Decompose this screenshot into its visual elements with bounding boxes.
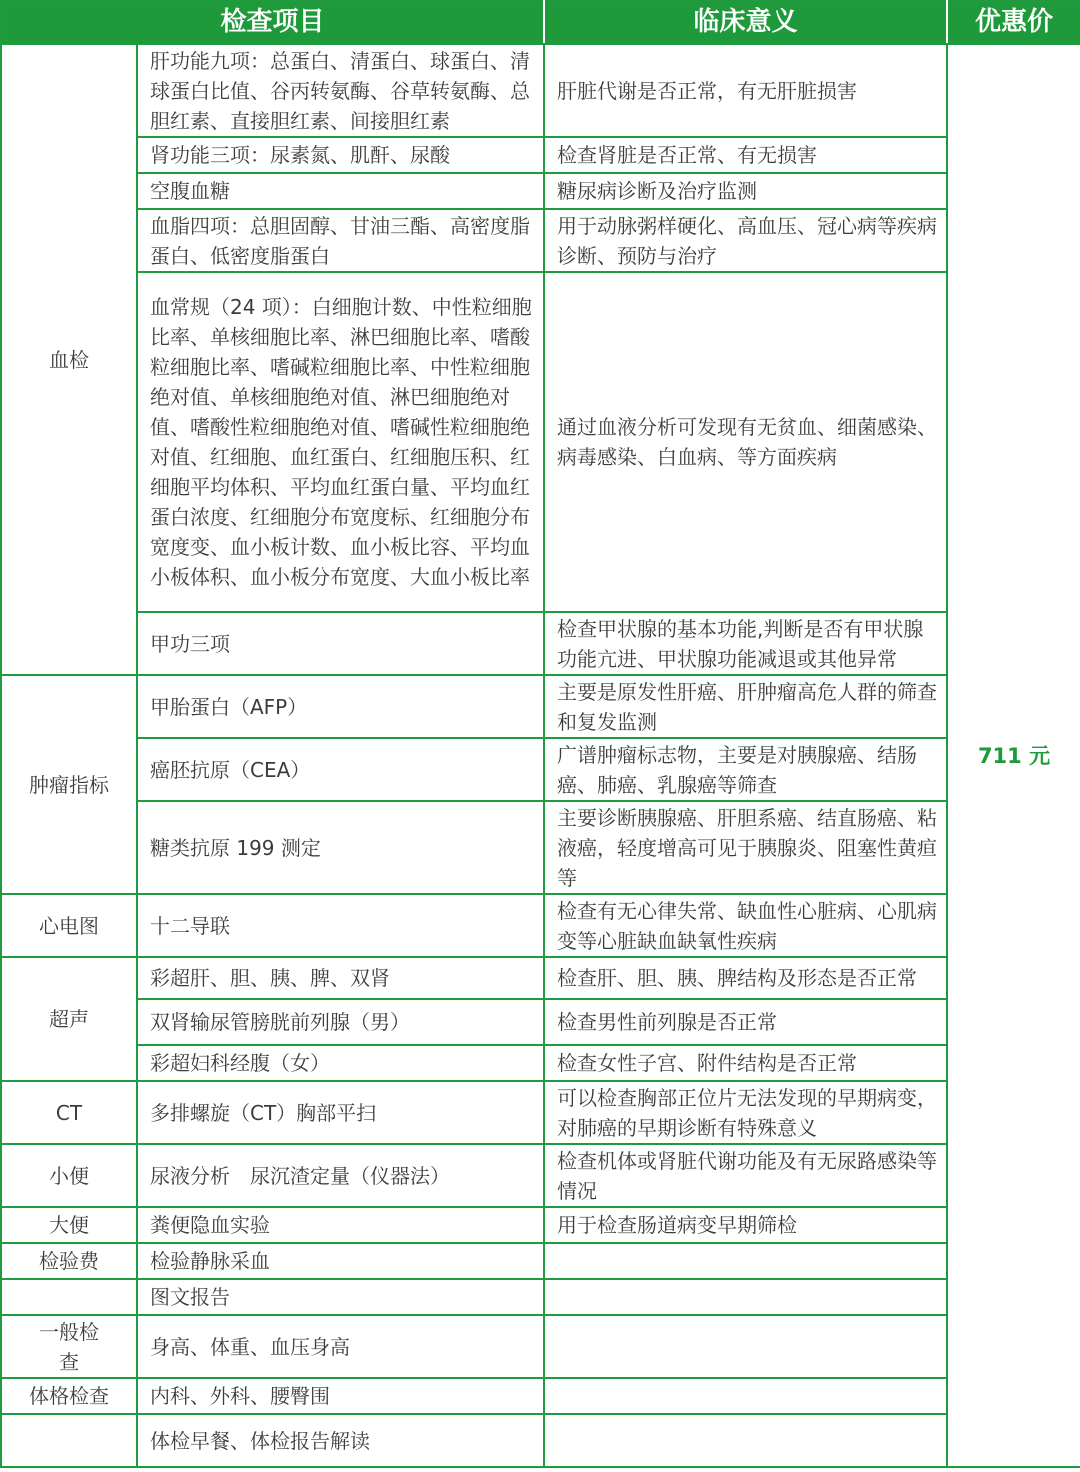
table-row [1,999,1080,1045]
item-cell: 肾功能三项：尿素氮、肌酐、尿酸 [137,137,544,173]
table-row [1,137,1080,173]
item-cell: 糖类抗原 199 测定 [137,801,544,894]
category-urine: 小便 [1,1144,137,1207]
table-row [1,173,1080,209]
meaning-cell: 检查男性前列腺是否正常 [544,999,947,1045]
item-cell: 十二导联 [137,894,544,957]
meaning-cell [544,1243,947,1279]
meaning-cell: 检查女性子宫、附件结构是否正常 [544,1045,947,1081]
item-cell: 图文报告 [137,1279,544,1315]
meaning-cell: 用于检查肠道病变早期筛检 [544,1207,947,1243]
table-row [1,738,1080,801]
item-cell: 癌胚抗原（CEA） [137,738,544,801]
table-row [1,1207,1080,1243]
meaning-cell: 检查肾脏是否正常、有无损害 [544,137,947,173]
meaning-cell: 肝脏代谢是否正常，有无肝脏损害 [544,44,947,137]
table-row [1,272,1080,612]
meaning-cell: 用于动脉粥样硬化、高血压、冠心病等疾病诊断、预防与治疗 [544,209,947,272]
meaning-cell: 检查有无心律失常、缺血性心脏病、心肌病变等心脏缺血缺氧性疾病 [544,894,947,957]
meaning-cell: 检查机体或肾脏代谢功能及有无尿路感染等情况 [544,1144,947,1207]
category-ct: CT [1,1081,137,1144]
item-cell: 多排螺旋（CT）胸部平扫 [137,1081,544,1144]
table-row [1,44,1080,137]
item-cell: 身高、体重、血压身高 [137,1315,544,1378]
meaning-cell: 主要是原发性肝癌、肝肿瘤高危人群的筛查和复发监测 [544,675,947,738]
table-row [1,1315,1080,1378]
table-row [1,1045,1080,1081]
table-row [1,1144,1080,1207]
table-row [1,957,1080,999]
item-cell: 双肾输尿管膀胱前列腺（男） [137,999,544,1045]
meaning-cell: 主要诊断胰腺癌、肝胆系癌、结直肠癌、粘液癌，轻度增高可见于胰腺炎、阻塞性黄疸等 [544,801,947,894]
item-cell: 彩超妇科经腹（女） [137,1045,544,1081]
item-cell: 尿液分析 尿沉渣定量（仪器法） [137,1144,544,1207]
item-cell: 检验静脉采血 [137,1243,544,1279]
table-row [1,612,1080,675]
category-tumor: 肿瘤指标 [1,675,137,894]
item-cell: 体检早餐、体检报告解读 [137,1414,544,1467]
table-row [1,1081,1080,1144]
category-empty [1,1279,137,1315]
table-row [1,1414,1080,1467]
meaning-cell [544,1279,947,1315]
header-price: 优惠价 [947,1,1080,44]
meaning-cell: 广谱肿瘤标志物，主要是对胰腺癌、结肠癌、肺癌、乳腺癌等筛查 [544,738,947,801]
table-row [1,801,1080,894]
meaning-cell [544,1378,947,1414]
meaning-cell: 通过血液分析可发现有无贫血、细菌感染、病毒感染、白血病、等方面疾病 [544,272,947,612]
meaning-cell: 检查肝、胆、胰、脾结构及形态是否正常 [544,957,947,999]
table-row [1,1243,1080,1279]
price-cell: 711 元 [947,44,1080,1467]
table-row [1,675,1080,738]
meaning-cell [544,1414,947,1467]
item-cell: 粪便隐血实验 [137,1207,544,1243]
item-cell: 甲胎蛋白（AFP） [137,675,544,738]
meaning-cell: 可以检查胸部正位片无法发现的早期病变，对肺癌的早期诊断有特殊意义 [544,1081,947,1144]
table-row [1,1279,1080,1315]
item-cell: 空腹血糖 [137,173,544,209]
category-ultrasound: 超声 [1,957,137,1081]
header-meaning: 临床意义 [544,1,947,44]
category-stool: 大便 [1,1207,137,1243]
table-row [1,894,1080,957]
category-blood: 血检 [1,44,137,675]
table-header-row [1,1,1080,44]
category-empty [1,1414,137,1467]
category-lab-fee: 检验费 [1,1243,137,1279]
item-cell: 彩超肝、胆、胰、脾、双肾 [137,957,544,999]
table-row [1,1378,1080,1414]
table-row [1,209,1080,272]
category-physical: 体格检查 [1,1378,137,1414]
meaning-cell: 检查甲状腺的基本功能,判断是否有甲状腺功能亢进、甲状腺功能减退或其他异常 [544,612,947,675]
category-general-label: 一般检查 [39,1319,99,1374]
category-ecg: 心电图 [1,894,137,957]
meaning-cell [544,1315,947,1378]
meaning-cell: 糖尿病诊断及治疗监测 [544,173,947,209]
header-item: 检查项目 [1,1,544,44]
item-cell: 甲功三项 [137,612,544,675]
item-cell: 血脂四项：总胆固醇、甘油三酯、高密度脂蛋白、低密度脂蛋白 [137,209,544,272]
category-general [1,1315,137,1378]
item-cell: 血常规（24 项）：白细胞计数、中性粒细胞比率、单核细胞比率、淋巴细胞比率、嗜酸粒细胞比率、嗜碱粒细胞比率、中性粒细胞绝对值、单核细胞绝对值、淋巴细胞绝对值、嗜酸性粒细胞绝对值、嗜碱性粒细胞绝对值、红细胞、血红蛋白、红细胞压积、红细胞平均体积、平均血红蛋白量、平均血红蛋白浓度、红细胞分布宽度标、红细胞分布宽度变、血小板计数、血小板比容、平均血小板体积、血小板分布宽度、大血小板比率 [137,272,544,612]
item-cell: 内科、外科、腰臀围 [137,1378,544,1414]
item-cell: 肝功能九项：总蛋白、清蛋白、球蛋白、清球蛋白比值、谷丙转氨酶、谷草转氨酶、总胆红素、直接胆红素、间接胆红素 [137,44,544,137]
